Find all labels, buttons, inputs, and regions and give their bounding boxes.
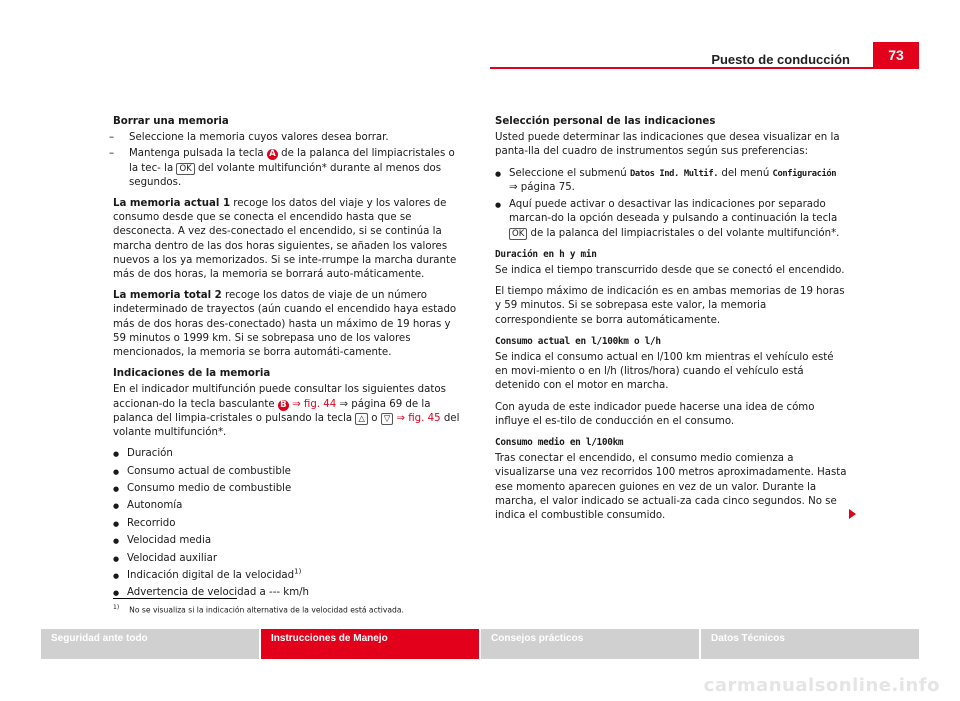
key-a-icon: A: [267, 149, 278, 160]
paragraph-consumo-actual-1: Se indica el consumo actual en l/100 km mientras el vehículo esté en movi-miento o en l/h (litros/hora) cuando el vehículo está detenido con el motor en marcha.: [495, 352, 834, 392]
tab-instrucciones[interactable]: Instrucciones de Manejo: [261, 629, 479, 659]
list-item: – Mantenga pulsada la tecla A de la palanca del limpiacristales o la tec- la OK del volante multifunción* durante al menos dos segundos.: [113, 147, 465, 190]
footer-tabs: [41, 629, 919, 659]
heading-seleccion-personal: Selección personal de las indicaciones: [495, 116, 716, 127]
key-ok-icon: OK: [176, 163, 194, 175]
paragraph-consumo-actual-2: Con ayuda de este indicador puede hacerse una idea de cómo influye el es-tilo de conducción en el consumo.: [495, 401, 815, 427]
heading-consumo-medio: Consumo medio en l/100km: [495, 437, 624, 449]
footnote-text: No se visualiza si la indicación alternativa de la velocidad está activada.: [129, 605, 404, 615]
link-fig-45[interactable]: ⇒ fig. 45: [396, 412, 441, 424]
arrow-up-key-icon: △: [355, 413, 368, 425]
heading-borrar-memoria: Borrar una memoria: [113, 116, 229, 127]
list-item: ● Velocidad media: [113, 534, 465, 548]
list-item: ● Autonomía: [113, 499, 465, 513]
list-item: ● Indicación digital de la velocidad$^{1)}$: [113, 569, 465, 583]
footnote: [113, 604, 404, 615]
list-item: ● Velocidad auxiliar: [113, 552, 465, 566]
list-item: – Seleccione la memoria cuyos valores desea borrar.: [113, 131, 465, 145]
paragraph-duracion-1: Se indica el tiempo transcurrido desde que se conectó el encendido.: [495, 265, 845, 277]
menu-configuracion: Configuración: [772, 168, 837, 179]
paragraph-duracion-2: El tiempo máximo de indicación es en ambas memorias de 19 horas y 59 minutos. Si se sobrepasa este valor, la memoria correspondiente se borra automáticamente.: [495, 286, 845, 326]
list-item: ● Consumo medio de combustible: [113, 482, 465, 496]
list-item: ● Aquí puede activar o desactivar las indicaciones por separado marcan-do la opción deseada y pulsando a continuación la tecla OK de la palanca del limpiacristales o del volante multifunción*.: [495, 198, 847, 241]
heading-duracion: Duración en h y min: [495, 248, 597, 260]
heading-indicaciones-memoria: Indicaciones de la memoria: [113, 368, 271, 380]
footnote-ref: 1): [294, 567, 302, 576]
page-number: 73: [873, 42, 919, 68]
right-column: [495, 115, 847, 530]
paragraph-memoria-total: La memoria total 2 recoge los datos de viaje de un número indeterminado de trayectos (aún cuando el encendido haya estado más de dos horas des-conectado) hasta un máximo de 19 horas y 59 minutos o 1999 km. Si se sobrepasa uno de los valores mencionados, la memoria se borra automáti-camente.: [113, 290, 457, 359]
paragraph-seleccion: Usted puede determinar las indicaciones que desea visualizar en la panta-lla del cuadro de instrumentos según sus preferencias:: [495, 132, 840, 158]
list-item: ● Advertencia de velocidad a --- km/h: [113, 586, 465, 600]
indicaciones-list: [113, 447, 465, 600]
footnote-rule: [113, 598, 237, 599]
key-b-icon: B: [278, 400, 289, 411]
header-rule: [490, 67, 919, 69]
key-ok-icon: OK: [509, 228, 527, 240]
list-item: ● Duración: [113, 447, 465, 461]
tab-seguridad[interactable]: Seguridad ante todo: [41, 629, 259, 659]
tab-consejos[interactable]: Consejos prácticos: [481, 629, 699, 659]
header-title: Puesto de conducción: [711, 52, 850, 67]
list-item: ● Recorrido: [113, 517, 465, 531]
left-column: [113, 115, 465, 608]
heading-consumo-actual: Consumo actual en l/100km o l/h: [495, 335, 661, 347]
borrar-steps: [113, 131, 465, 190]
continue-arrow-icon: [849, 509, 856, 519]
menu-datos-ind-multif: Datos Ind. Multif.: [629, 168, 719, 179]
list-item: ● Consumo actual de combustible: [113, 465, 465, 479]
list-item: ● Seleccione el submenú Datos Ind. Multif. del menú Configuración ⇒ página 75.: [495, 167, 847, 195]
footnote-mark: 1): [113, 604, 120, 611]
watermark: carmanualsonline.info: [703, 675, 940, 696]
paragraph-memoria-actual: La memoria actual 1 recoge los datos del viaje y los valores de consumo desde que se conecta el encendido hasta que se desconecta. A vez des-conectado el encendido, si se continúa la marcha dentro de las dos horas siguientes, se añaden los valores nuevos a los ya memorizados. Si se inte-rrumpe la marcha durante más de dos horas, la memoria se borrará auto-máticamente.: [113, 198, 457, 281]
seleccion-steps: [495, 167, 847, 241]
arrow-down-key-icon: ▽: [381, 413, 394, 425]
link-fig-44[interactable]: ⇒ fig. 44: [292, 398, 337, 410]
paragraph-consumo-medio: Tras conectar el encendido, el consumo medio comienza a visualizarse una vez recorridos 100 metros aproximadamente. Hasta ese momento aparecen guiones en vez de un valor. Durante la marcha, el valor indicado se actuali-za cada cinco segundos. No se indica el combustible consumido.: [495, 453, 847, 522]
paragraph-indicaciones: En el indicador multifunción puede consultar los siguientes datos accionan-do la tecla basculante B ⇒ fig. 44 ⇒ página 69 de la palanca del limpia-cristales o pulsando la tecla △ o ▽ ⇒ fig. 45 del volante multifunción*.: [113, 384, 460, 439]
tab-datos-tecnicos[interactable]: Datos Técnicos: [701, 629, 919, 659]
